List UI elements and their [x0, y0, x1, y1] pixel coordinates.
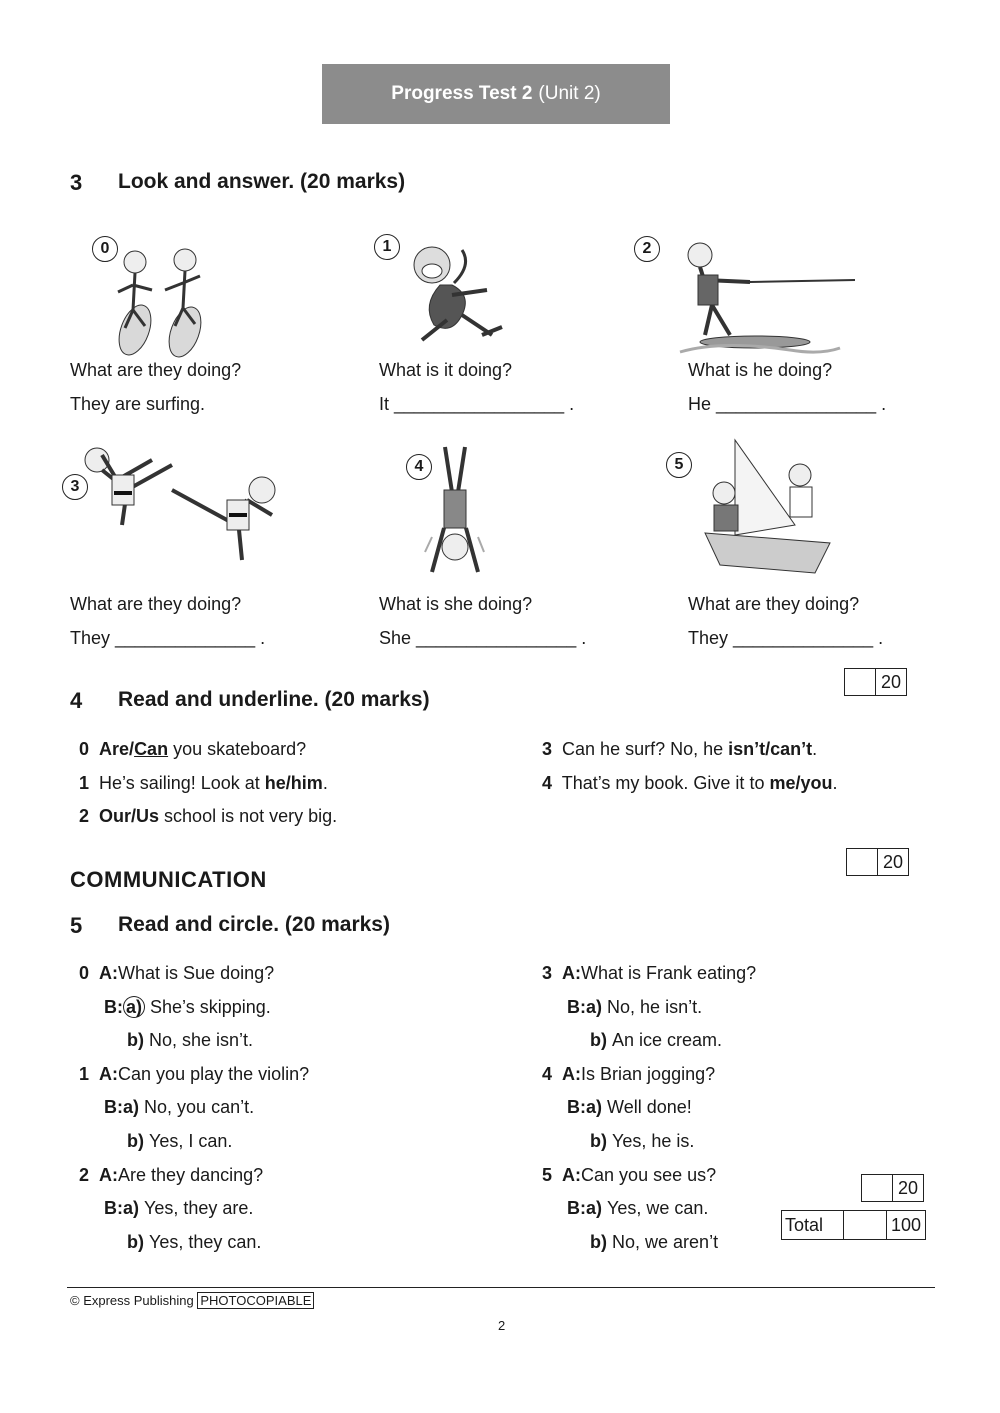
section3-number: 3 [70, 170, 83, 195]
score-blank[interactable] [847, 849, 878, 875]
circled-answer: a) [123, 996, 145, 1018]
header-title: Progress Test 2 [391, 83, 533, 104]
question-3: What are they doing? [70, 594, 242, 614]
total-label: Total [782, 1211, 844, 1239]
section4-score-box [846, 848, 909, 876]
answer-5[interactable]: They ______________ . [688, 628, 884, 648]
underline-item-3[interactable]: 3 Can he surf? No, he isn’t/can’t. [542, 739, 818, 759]
circle-item-3-option-a[interactable]: B:a) No, he isn’t. [567, 997, 703, 1017]
total-blank[interactable] [844, 1211, 887, 1239]
answer-4[interactable]: She ________________ . [379, 628, 587, 648]
handstand-girl-illustration [420, 442, 490, 587]
question-1: What is it doing? [379, 360, 513, 380]
circle-item-2-question: 2 A:Are they dancing? [79, 1165, 264, 1185]
score-max: 20 [882, 852, 904, 872]
page-number: 2 [498, 1318, 506, 1333]
picture-number-2: 2 [634, 236, 660, 262]
header-unit: (Unit 2) [538, 83, 601, 104]
total-max: 100 [890, 1215, 922, 1235]
section5-score-box [861, 1174, 924, 1202]
question-2: What is he doing? [688, 360, 833, 380]
answer-0: They are surfing. [70, 394, 206, 414]
circle-item-5-option-a[interactable]: B:a) Yes, we can. [567, 1198, 709, 1218]
underline-item-2[interactable]: 2 Our/Us school is not very big. [79, 806, 338, 826]
circle-item-4-question: 4 A:Is Brian jogging? [542, 1064, 716, 1084]
picture-number-4: 4 [406, 454, 432, 480]
score-max: 20 [897, 1178, 919, 1198]
score-max: 20 [880, 672, 902, 692]
circle-item-5-question: 5 A:Can you see us? [542, 1165, 717, 1185]
answer-2[interactable]: He ________________ . [688, 394, 887, 414]
section5-number: 5 [70, 913, 83, 938]
circle-item-5-option-b[interactable]: b) No, we aren’t [590, 1232, 719, 1252]
total-score-box [781, 1210, 926, 1240]
section5-title: Read and circle. (20 marks) [118, 913, 390, 936]
section4-number: 4 [70, 688, 83, 713]
picture-number-0: 0 [92, 236, 118, 262]
circle-item-1-option-a[interactable]: B:a) No, you can’t. [104, 1097, 255, 1117]
footer-divider [67, 1287, 935, 1288]
circle-item-2-option-b[interactable]: b) Yes, they can. [127, 1232, 262, 1252]
answer-1[interactable]: It _________________ . [379, 394, 575, 414]
question-5: What are they doing? [688, 594, 860, 614]
score-blank[interactable] [845, 669, 876, 695]
circle-item-3-option-b[interactable]: b) An ice cream. [590, 1030, 723, 1050]
question-4: What is she doing? [379, 594, 533, 614]
picture-number-3: 3 [62, 474, 88, 500]
circle-item-0-option-b: b) No, she isn’t. [127, 1030, 254, 1050]
section3-title: Look and answer. (20 marks) [118, 170, 406, 193]
circle-item-0-option-a: B: a) She’s skipping. [104, 997, 271, 1017]
circle-item-2-option-a[interactable]: B:a) Yes, they are. [104, 1198, 254, 1218]
circle-item-0-question: 0 A:What is Sue doing? [79, 963, 275, 983]
waterskiing-boy-illustration [660, 240, 860, 360]
section4-title: Read and underline. (20 marks) [118, 688, 430, 711]
photocopiable-badge: PHOTOCOPIABLE [197, 1292, 314, 1309]
picture-number-1: 1 [374, 234, 400, 260]
underline-item-0: 0 Are/Can you skateboard? [79, 739, 307, 759]
karate-kids-illustration [62, 435, 302, 570]
footer-copyright: © Express Publishing PHOTOCOPIABLE [70, 1293, 314, 1308]
answer-3[interactable]: They ______________ . [70, 628, 266, 648]
underline-item-1[interactable]: 1 He’s sailing! Look at he/him. [79, 773, 328, 793]
section3-score-box [844, 668, 907, 696]
sailing-kids-illustration [700, 435, 840, 580]
underlined-answer: Can [134, 739, 169, 759]
running-monkey-illustration [392, 235, 522, 350]
question-0: What are they doing? [70, 360, 242, 380]
page-header [322, 64, 670, 124]
picture-number-5: 5 [666, 452, 692, 478]
circle-item-1-question: 1 A:Can you play the violin? [79, 1064, 310, 1084]
score-blank[interactable] [862, 1175, 893, 1201]
underline-item-4[interactable]: 4 That’s my book. Give it to me/you. [542, 773, 838, 793]
surfing-kids-illustration [100, 240, 230, 355]
communication-heading: COMMUNICATION [70, 867, 267, 892]
circle-item-1-option-b[interactable]: b) Yes, I can. [127, 1131, 233, 1151]
circle-item-4-option-a[interactable]: B:a) Well done! [567, 1097, 692, 1117]
circle-item-3-question: 3 A:What is Frank eating? [542, 963, 757, 983]
circle-item-4-option-b[interactable]: b) Yes, he is. [590, 1131, 695, 1151]
